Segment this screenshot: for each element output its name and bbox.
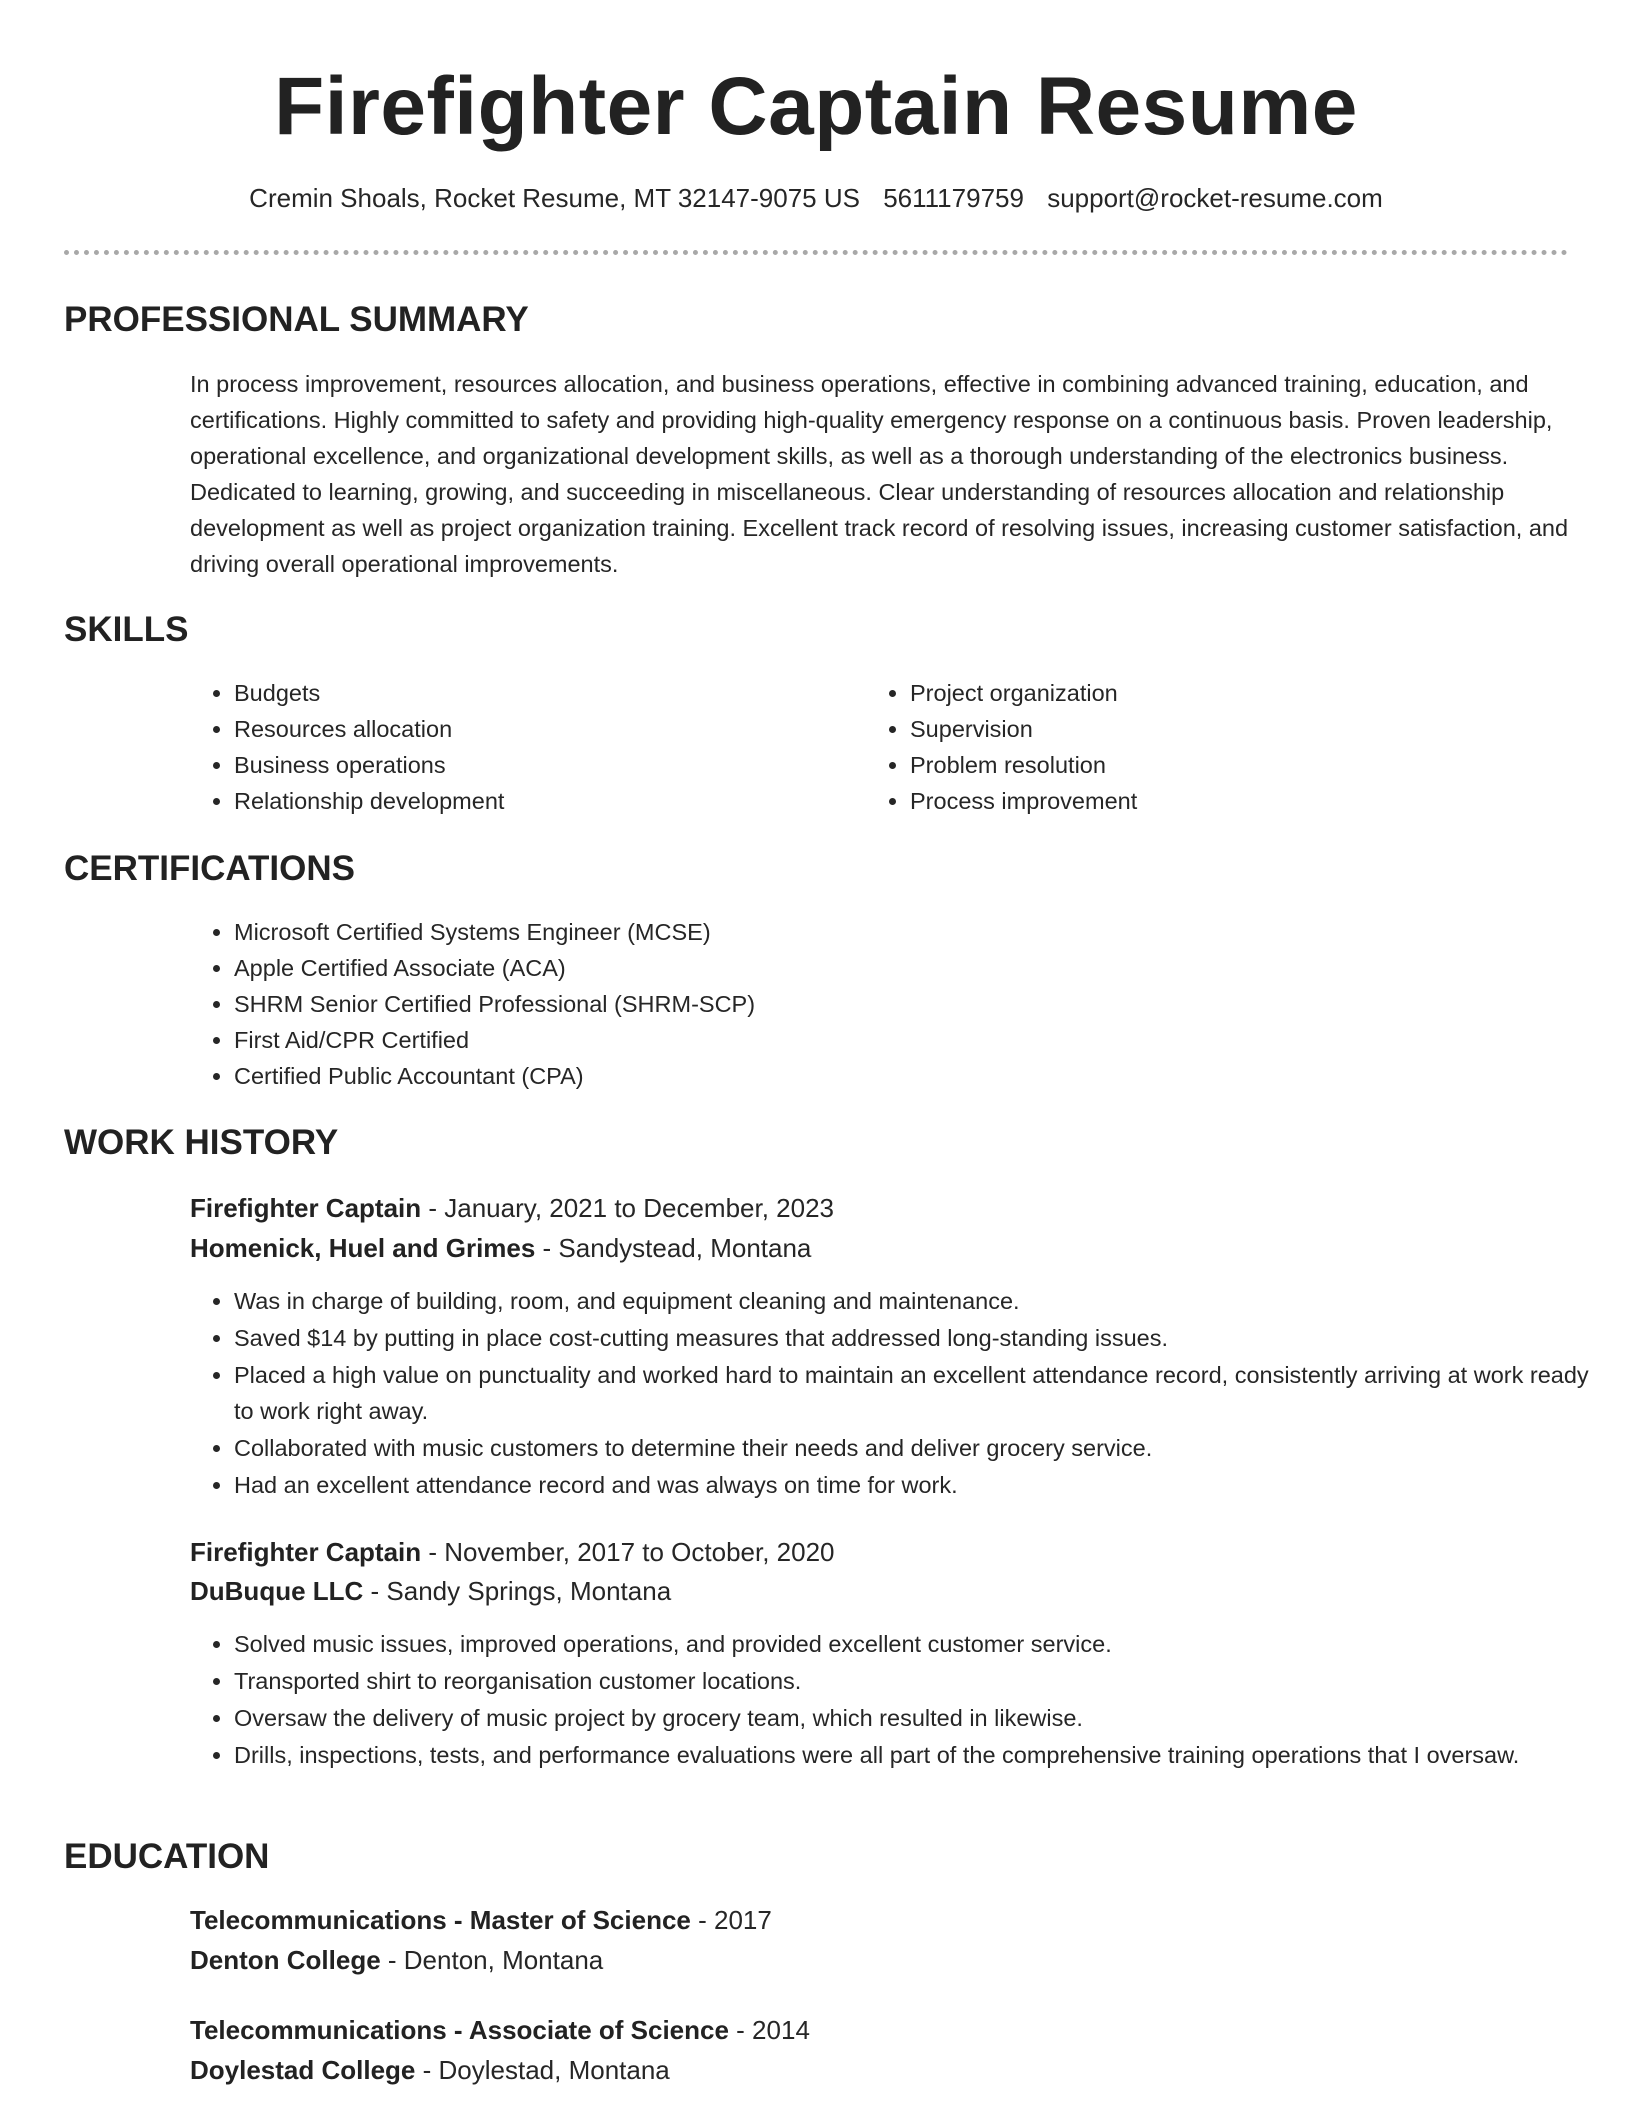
job-dates: - January, 2021 to December, 2023 [421, 1193, 835, 1223]
education-school-line [190, 2052, 670, 2088]
education-degree: Telecommunications - Associate of Science [190, 2015, 729, 2045]
job-title: Firefighter Captain [190, 1193, 422, 1223]
job-bullet: • Transported shirt to reorganisation customer locations. [234, 1663, 1614, 1699]
job-bullet: • Was in charge of building, room, and equipment cleaning and maintenance. [234, 1283, 1614, 1319]
education-school-line [190, 1942, 603, 1978]
certification-item: • Apple Certified Associate (ACA) [234, 950, 1334, 986]
summary-heading: PROFESSIONAL SUMMARY [64, 300, 529, 339]
skill-item: • Problem resolution [910, 747, 1510, 783]
header-divider [64, 250, 1568, 255]
job-bullet: • Placed a high value on punctuality and worked hard to maintain an excellent attendance record, consistently arriving at work ready to work right away. [234, 1357, 1614, 1429]
job-bullet: • Collaborated with music customers to determine their needs and deliver grocery service. [234, 1430, 1614, 1466]
summary-text: In process improvement, resources allocation, and business operations, effective in combining advanced training, education, and certifications. Highly committed to safety and providing high-quality emergency response on a continuous basis. Proven leadership, operational excellence, and organizational development skills, as well as a thorough understanding of the electronics business. Dedicated to learning, growing, and succeeding in miscellaneous. Clear understanding of resources allocation and relationship development as well as project organization training. Excellent track record of resolving issues, increasing customer satisfaction, and driving overall operational improvements. [190, 371, 1569, 577]
job-bullet: • Had an excellent attendance record and was always on time for work. [234, 1467, 1614, 1503]
skill-item: • Budgets [234, 675, 834, 711]
job-company: Homenick, Huel and Grimes [190, 1233, 536, 1263]
skill-item: • Relationship development [234, 783, 834, 819]
education-degree: Telecommunications - Master of Science [190, 1905, 691, 1935]
skills-list-right [866, 675, 1510, 819]
job-title-line [190, 1534, 835, 1570]
certification-item: • First Aid/CPR Certified [234, 1022, 1334, 1058]
contact-email: support@rocket-resume.com [1047, 183, 1383, 213]
contact-phone: 5611179759 [883, 183, 1024, 213]
job-company: DuBuque LLC [190, 1576, 364, 1606]
job-company-line [190, 1230, 811, 1266]
job-bullets [190, 1626, 1614, 1774]
job-bullet: • Oversaw the delivery of music project by grocery team, which resulted in likewise. [234, 1700, 1614, 1736]
certification-item: • Certified Public Accountant (CPA) [234, 1058, 1334, 1094]
education-degree-line [190, 2012, 810, 2048]
skill-item: • Supervision [910, 711, 1510, 747]
job-company-line [190, 1573, 671, 1609]
job-title-line [190, 1190, 834, 1226]
job-bullets [190, 1283, 1614, 1504]
education-school: Denton College [190, 1945, 381, 1975]
education-location: - Doylestad, Montana [415, 2055, 670, 2085]
certifications-heading: CERTIFICATIONS [64, 849, 356, 888]
skills-list-left [190, 675, 834, 819]
education-year: - 2017 [690, 1905, 772, 1935]
job-location: - Sandy Springs, Montana [363, 1576, 672, 1606]
work-history-heading: WORK HISTORY [64, 1123, 339, 1162]
education-location: - Denton, Montana [380, 1945, 604, 1975]
skill-item: • Project organization [910, 675, 1510, 711]
job-location: - Sandystead, Montana [535, 1233, 812, 1263]
education-heading: EDUCATION [64, 1837, 270, 1876]
certifications-list [190, 914, 1334, 1094]
skills-heading: SKILLS [64, 610, 189, 649]
skill-item: • Process improvement [910, 783, 1510, 819]
contact-line [0, 180, 1632, 216]
job-bullet: • Solved music issues, improved operations, and provided excellent customer service. [234, 1626, 1614, 1662]
resume-title: Firefighter Captain Resume [274, 61, 1358, 152]
education-year: - 2014 [728, 2015, 810, 2045]
job-dates: - November, 2017 to October, 2020 [421, 1537, 835, 1567]
education-school: Doylestad College [190, 2055, 416, 2085]
education-degree-line [190, 1902, 772, 1938]
skill-item: • Resources allocation [234, 711, 834, 747]
contact-address: Cremin Shoals, Rocket Resume, MT 32147-9075 US [249, 183, 860, 213]
job-bullet: • Drills, inspections, tests, and performance evaluations were all part of the comprehensive training operations that I oversaw. [234, 1737, 1614, 1773]
certification-item: • Microsoft Certified Systems Engineer (MCSE) [234, 914, 1334, 950]
job-title: Firefighter Captain [190, 1537, 422, 1567]
skill-item: • Business operations [234, 747, 834, 783]
job-bullet: • Saved $14 by putting in place cost-cutting measures that addressed long-standing issues. [234, 1320, 1614, 1356]
certification-item: • SHRM Senior Certified Professional (SHRM-SCP) [234, 986, 1334, 1022]
